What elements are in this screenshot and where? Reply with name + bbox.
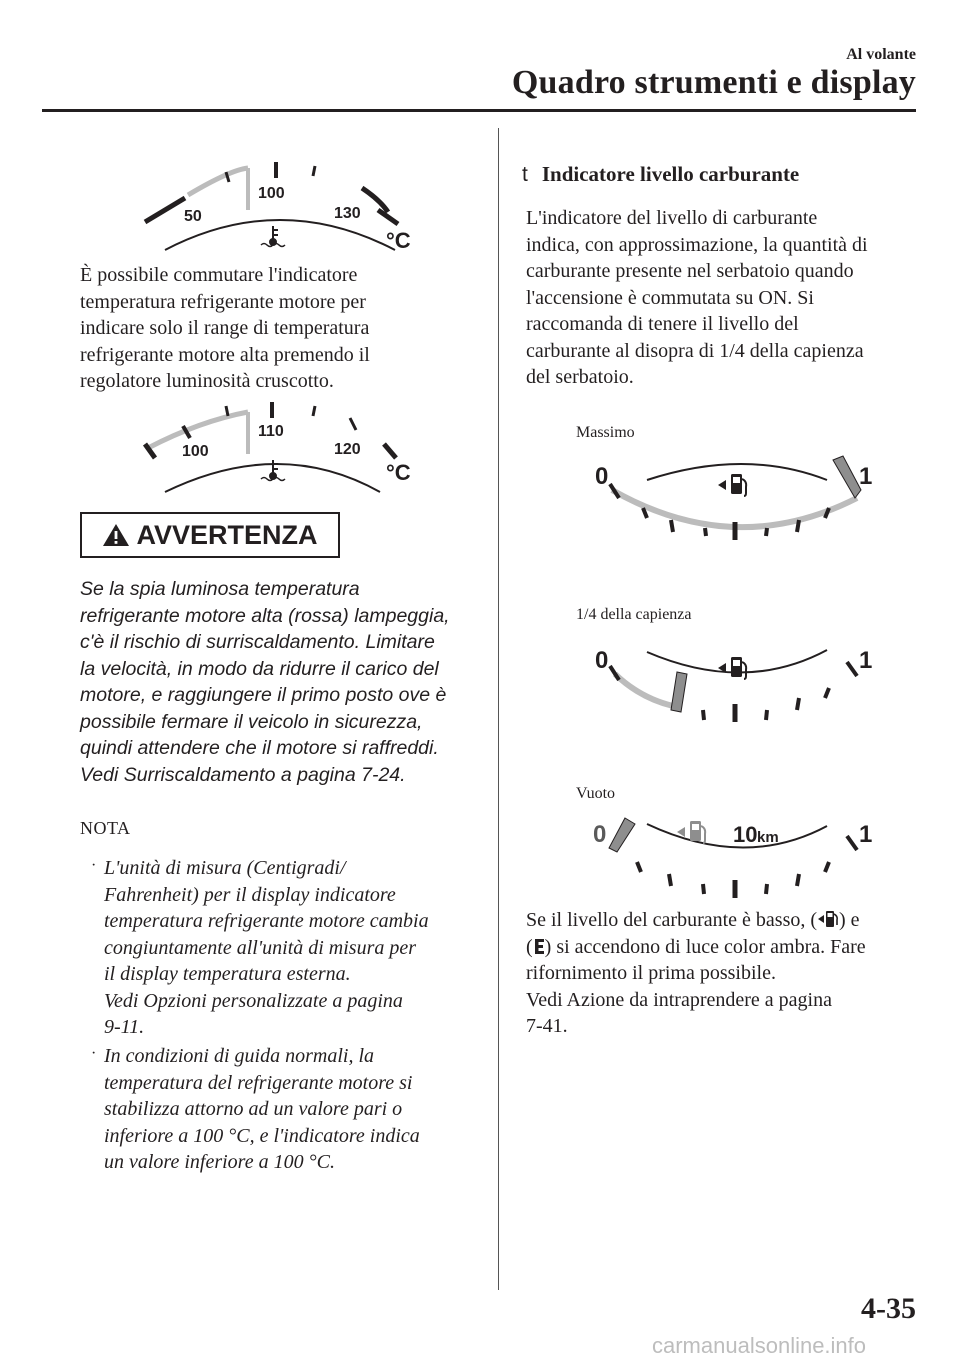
- fuel-gauge-empty: [585, 812, 885, 904]
- header-section: Al volante: [846, 46, 916, 63]
- fuel-gauge-quarter: [585, 632, 885, 732]
- temp-label-100: 100: [258, 185, 285, 202]
- column-divider: [498, 128, 499, 1290]
- temp-high-label-100: 100: [182, 443, 209, 460]
- fuel-gauge-quarter-label: 1/4 della capienza: [576, 606, 692, 623]
- fuel-max-label: 1: [859, 647, 873, 674]
- fuel-min-label: 0: [595, 647, 609, 674]
- low-fuel-reference: Vedi Azione da intraprendere a pagina: [526, 988, 832, 1011]
- fuel-pump-icon: [677, 821, 705, 843]
- fuel-empty-e-icon: [533, 938, 545, 955]
- fuel-pump-icon: [718, 474, 746, 496]
- note-bullet-2: In condizioni di guida normali, la temperatura del refrigerante motore si stabilizza attorno ad un valore pari o inferiore a 100 °C, e l'indicatore indica un valore inferiore a 100 °C.: [104, 1045, 420, 1173]
- warning-box: [80, 512, 340, 558]
- temp-unit: °C: [386, 228, 411, 253]
- warning-title: AVVERTENZA: [136, 519, 318, 550]
- range-unit: km: [757, 829, 779, 846]
- temp-high-label-110: 110: [258, 423, 284, 440]
- temp-high-unit: °C: [386, 460, 411, 485]
- temp-high-label-120: 120: [334, 441, 361, 458]
- fuel-max-label: 1: [859, 821, 873, 848]
- fuel-min-label: 0: [595, 463, 609, 490]
- note-title: NOTA: [80, 818, 131, 838]
- note-bullet-1: L'unità di misura (Centigradi/ Fahrenheit) per il display indicatore temperatura refrigerante motore cambia congiuntamente all'unità di misura per il display temperatura esterna. Vedi Opzioni personalizzate a pagina 9-11.: [104, 857, 429, 1038]
- fuel-min-label: 0: [593, 821, 607, 848]
- header-rule: [42, 109, 916, 112]
- page-title: Quadro strumenti e display: [511, 64, 916, 101]
- warning-triangle-icon: [102, 523, 130, 547]
- watermark: carmanualsonline.info: [652, 1333, 867, 1358]
- temp-gauge-normal: [130, 150, 430, 260]
- page-number: 4-35: [861, 1292, 916, 1325]
- fuel-intro: L'indicatore del livello di carburante indica, con approssimazione, la quantità di carburante presente nel serbatoio quando l'accensione è commutata su ON. Si raccomanda di tenere il livello del carburante al disopra di 1/4 della capienza del serbatoio.: [526, 207, 868, 388]
- low-fuel-paragraph: Se il livello del carburante è basso, ( ) e ( ) si accendono di luce color ambra. Fare rifornimento il prima possibile. Vedi Azione da intraprendere a pagina 7-41.: [526, 907, 936, 1040]
- fuel-pump-icon: [817, 910, 839, 928]
- temp-gauge-high: [130, 396, 430, 500]
- fuel-section-heading: t Indicatore livello carburante: [522, 162, 800, 186]
- fuel-gauge-full-label: Massimo: [576, 424, 635, 441]
- fuel-max-label: 1: [859, 463, 873, 490]
- range-value: 10: [733, 822, 758, 847]
- fuel-gauge-full: [585, 450, 885, 550]
- warning-reference: Vedi Surriscaldamento a pagina 7-24.: [80, 763, 406, 786]
- temp-label-130: 130: [334, 205, 361, 222]
- fuel-gauge-empty-label: Vuoto: [576, 785, 616, 802]
- coolant-temperature-icon: [261, 226, 285, 247]
- fuel-pump-icon: [718, 657, 746, 679]
- temp-paragraph: È possibile commutare l'indicatore temperatura refrigerante motore per indicare solo il range di temperatura refrigerante motore alta premendo il regolatore luminosità cruscotto.: [80, 264, 370, 392]
- temp-label-50: 50: [184, 208, 202, 225]
- warning-text: Se la spia luminosa temperatura refrigerante motore alta (rossa) lampeggia, c'è il rischio di surriscaldamento. Limitare la velocità, in modo da ridurre il carico del motore, e raggiungere il primo posto ove è possibile fermare il veicolo in sicurezza, quindi attendere che il motore si raffreddi. Vedi Surriscaldamento a pagina 7-24.: [80, 576, 480, 788]
